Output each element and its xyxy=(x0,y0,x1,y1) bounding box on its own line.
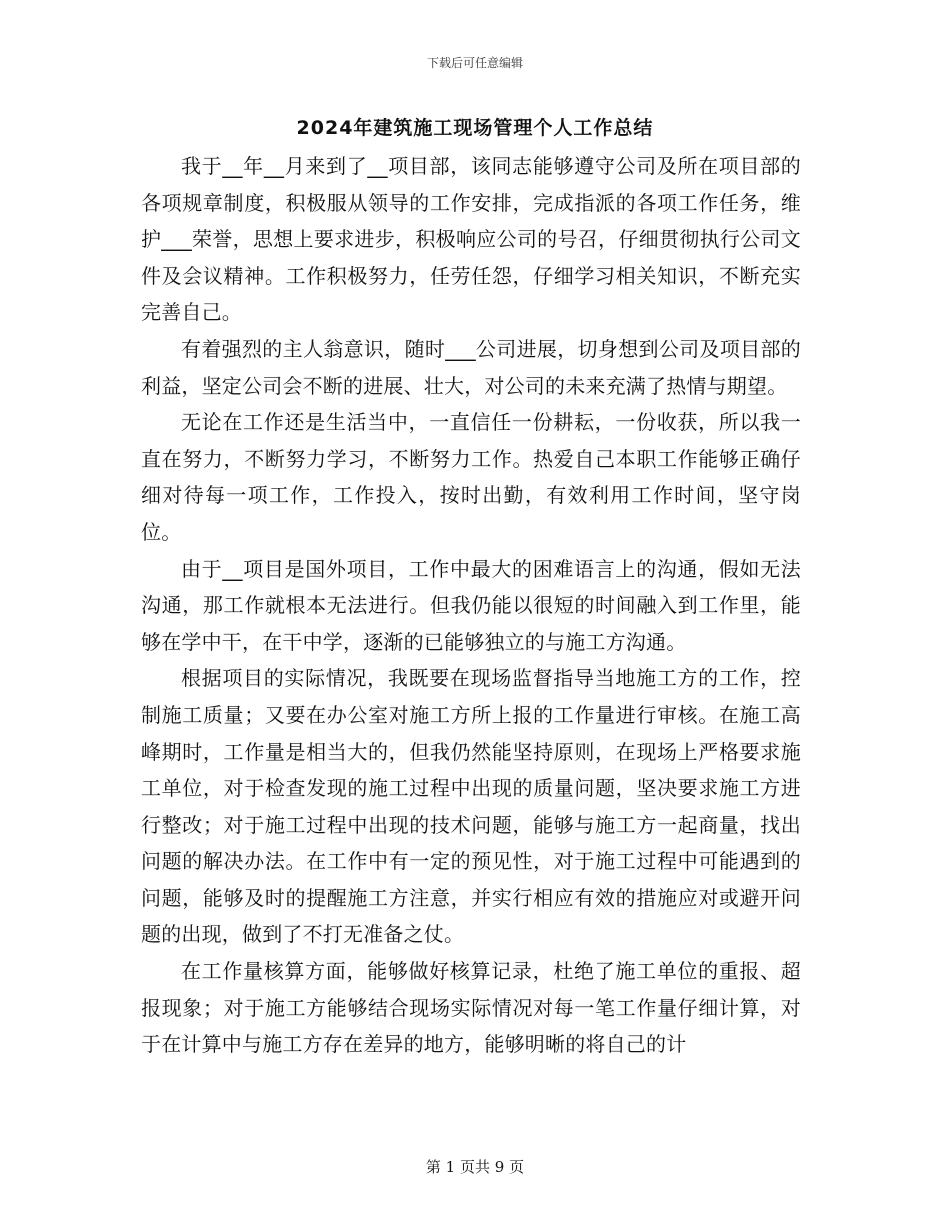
paragraph-1: 我于__年__月来到了__项目部，该同志能够遵守公司及所在项目部的各项规章制度，积极服从领导的工作安排，完成指派的各项工作任务，维护___荣誉，思想上要求进步，积极响应公司的号召，仔细贯彻执行公司文件及会议精神。工作积极努力，任劳任怨，仔细学习相关知识，不断充实完善自己。 xyxy=(141,154,801,325)
paragraph-4: 由于__项目是国外项目，工作中最大的困难语言上的沟通，假如无法沟通，那工作就根本无法进行。但我仍能以很短的时间融入到工作里，能够在学中干，在干中学，逐渐的已能够独立的与施工方沟通。 xyxy=(141,556,801,654)
paragraph-2: 有着强烈的主人翁意识，随时___公司进展，切身想到公司及项目部的利益，坚定公司会不断的进展、壮大，对公司的未来充满了热情与期望。 xyxy=(141,336,801,398)
paragraph-3: 无论在工作还是生活当中，一直信任一份耕耘，一份收获，所以我一直在努力，不断努力学习，不断努力工作。热爱自己本职工作能够正确仔细对待每一项工作，工作投入，按时出勤，有效利用工作时间，坚守岗位。 xyxy=(141,410,801,544)
document-body xyxy=(141,148,801,1063)
document-title: 2024年建筑施工现场管理个人工作总结 xyxy=(296,117,654,139)
paragraph-6: 在工作量核算方面，能够做好核算记录，杜绝了施工单位的重报、超报现象；对于施工方能够结合现场实际情况对每一笔工作量仔细计算，对于在计算中与施工方存在差异的地方，能够明晰的将自己的计 xyxy=(141,959,801,1057)
paragraph-5: 根据项目的实际情况，我既要在现场监督指导当地施工方的工作，控制施工质量；又要在办公室对施工方所上报的工作量进行审核。在施工高峰期时，工作量是相当大的，但我仍然能坚持原则，在现场上严格要求施工单位，对于检查发现的施工过程中出现的质量问题，坚决要求施工方进行整改；对于施工过程中出现的技术问题，能够与施工方一起商量，找出问题的解决办法。在工作中有一定的预见性，对于施工过程中可能遇到的问题，能够及时的提醒施工方注意，并实行相应有效的措施应对或避开问题的出现，做到了不打无准备之仗。 xyxy=(141,666,801,947)
page-number: 第 1 页共 9 页 xyxy=(425,1158,525,1176)
header-note: 下载后可任意编辑 xyxy=(426,56,523,70)
